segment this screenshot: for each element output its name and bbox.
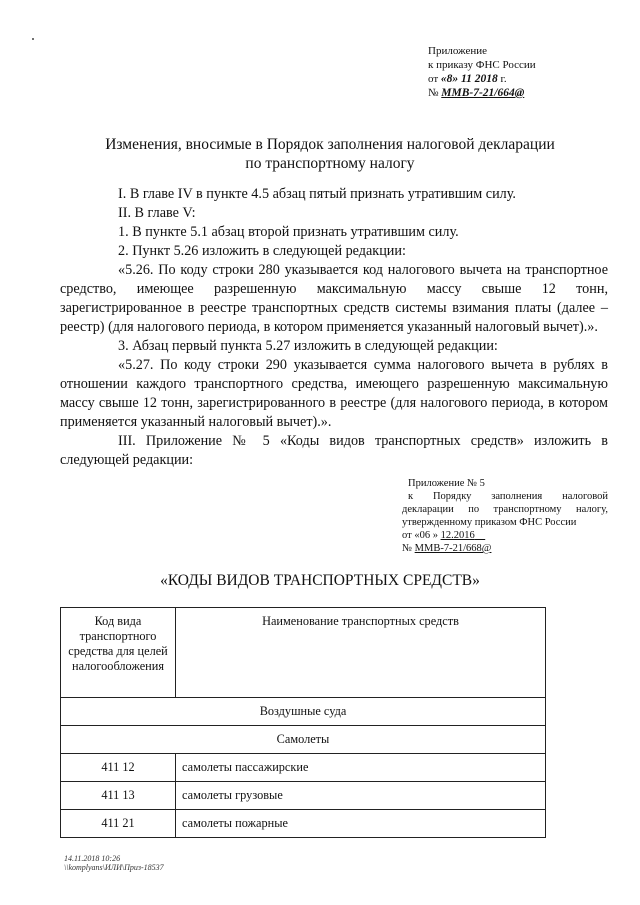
section-cell: Воздушные суда xyxy=(61,698,546,726)
document-title xyxy=(60,135,600,173)
order-header xyxy=(428,44,578,100)
paragraph-3: 1. В пункте 5.1 абзац второй признать утратившим силу. xyxy=(118,224,459,240)
table-row xyxy=(61,810,546,838)
annex-date-mid: » xyxy=(432,530,438,541)
header-number-prefix: № xyxy=(428,87,439,99)
table-section-row xyxy=(61,698,546,726)
header-date-prefix: от xyxy=(428,73,439,85)
annex-date xyxy=(402,529,608,542)
annex-number-value: ММВ-7-21/668@ xyxy=(414,543,492,554)
paragraph-5: «5.26. По коду строки 280 указывается код налогового вычета на транспортное средство, имеющее разрешенную максимальную массу свыше 12 тонн, зарегистрированное в реестре транспортных средств системы взимания платы (далее – реестр) (для налогового периода, в котором применяется указанный налоговый вычет).». xyxy=(60,262,608,335)
table-subsection-row xyxy=(61,726,546,754)
footer-timestamp: 14.11.2018 10:26 xyxy=(64,854,121,863)
header-line-order: к приказу ФНС России xyxy=(428,59,536,71)
table-header-row xyxy=(61,608,546,698)
header-date-handwritten: «8» 11 2018 xyxy=(440,73,498,85)
scan-speck xyxy=(32,38,34,40)
header-line-appendix: Приложение xyxy=(428,45,488,57)
annex-date-prefix: от « xyxy=(402,530,420,541)
row-code: 411 13 xyxy=(61,782,176,810)
header-date xyxy=(428,72,578,86)
paragraph-4: 2. Пункт 5.26 изложить в следующей редакции: xyxy=(118,243,406,259)
document-body xyxy=(60,185,608,470)
annex-date-day: 06 xyxy=(419,530,431,541)
row-name: самолеты грузовые xyxy=(176,782,546,810)
header-code-cell: Код вида транспортного средства для целей налогообложения xyxy=(61,608,176,698)
document-title-line1: Изменения, вносимые в Порядок заполнения налоговой декларации xyxy=(105,136,555,153)
annex-number-prefix: № xyxy=(402,543,413,554)
paragraph-2: II. В главе V: xyxy=(118,205,196,221)
table-row xyxy=(61,754,546,782)
header-name-cell: Наименование транспортных средств xyxy=(176,608,546,698)
vehicle-codes-table xyxy=(60,607,546,838)
print-footer xyxy=(64,854,164,872)
annex-number xyxy=(402,542,608,555)
row-name: самолеты пожарные xyxy=(176,810,546,838)
annex-date-rest: 12.2016 xyxy=(440,530,475,541)
header-number xyxy=(428,86,578,100)
subsection-cell: Самолеты xyxy=(61,726,546,754)
paragraph-7: «5.27. По коду строки 290 указывается сумма налогового вычета в рублях в отношении каждого транспортного средства, имеющего разрешенную максимальную массу свыше 12 тонн, зарегистрированного в реестре (для налогового периода, в котором применяется указанный налоговый вычет).». xyxy=(60,357,608,430)
footer-path: \\komplyans\ИЛИ\Приз-18537 xyxy=(64,863,164,872)
header-number-handwritten: ММВ-7-21/664@ xyxy=(441,87,525,99)
row-code: 411 21 xyxy=(61,810,176,838)
codes-title: «КОДЫ ВИДОВ ТРАНСПОРТНЫХ СРЕДСТВ» xyxy=(160,572,480,589)
annex-header xyxy=(402,477,608,555)
paragraph-8: III. Приложение № 5 «Коды видов транспортных средств» изложить в следующей редакции: xyxy=(60,433,608,468)
document-title-line2: по транспортному налогу xyxy=(245,155,415,172)
paragraph-1: I. В главе IV в пункте 4.5 абзац пятый признать утратившим силу. xyxy=(118,186,516,202)
row-name: самолеты пассажирские xyxy=(176,754,546,782)
table-row xyxy=(61,782,546,810)
paragraph-6: 3. Абзац первый пункта 5.27 изложить в следующей редакции: xyxy=(118,338,498,354)
row-code: 411 12 xyxy=(61,754,176,782)
header-date-suffix: г. xyxy=(500,73,507,85)
annex-title: Приложение № 5 xyxy=(408,478,485,489)
annex-text: к Порядку заполнения налоговой декларации по транспортному налогу, утвержденному приказом ФНС России xyxy=(402,491,608,528)
